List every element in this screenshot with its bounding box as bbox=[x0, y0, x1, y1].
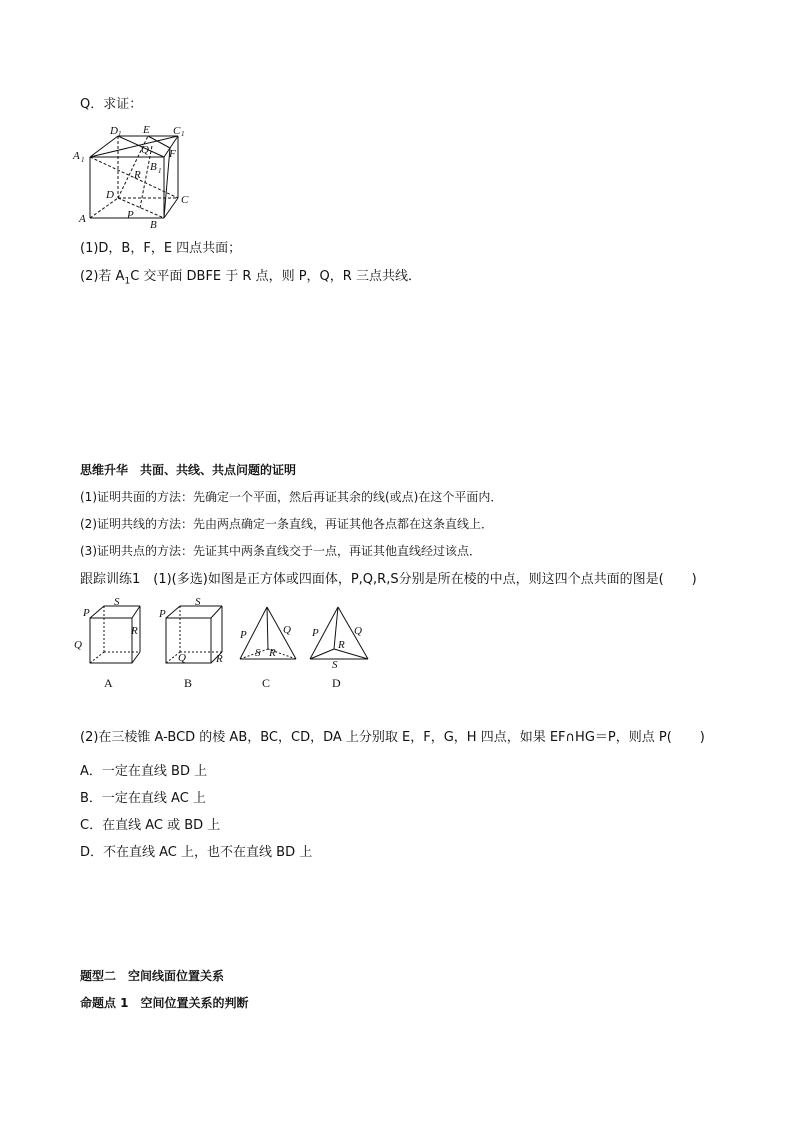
figure-c bbox=[236, 603, 302, 669]
label-a: A bbox=[79, 213, 86, 225]
label-d: D bbox=[106, 189, 114, 201]
fig-a-r: R bbox=[131, 625, 138, 637]
label-c1: C bbox=[173, 125, 181, 137]
fig-a-p: P bbox=[83, 607, 90, 619]
fig-b-s: S bbox=[195, 597, 201, 608]
fig-a-caption: A bbox=[104, 676, 113, 690]
fig-c-q: Q bbox=[283, 624, 291, 636]
option-a: A．一定在直线 BD 上 bbox=[80, 764, 208, 779]
training-q2-text: (2)在三棱锥 A-BCD 的棱 AB，BC，CD，DA 上分别取 E，F，G，H 四点，如果 EF∩HG＝P，则点 P( bbox=[80, 730, 672, 745]
label-q: Q bbox=[141, 144, 149, 156]
label-c: C bbox=[181, 194, 189, 206]
fig-c-s: S bbox=[255, 647, 261, 659]
label-r: R bbox=[134, 169, 141, 181]
fig-d-caption: D bbox=[332, 676, 341, 690]
label-d1: D bbox=[110, 125, 118, 137]
label-a1: A bbox=[73, 150, 80, 162]
label-p: P bbox=[127, 209, 134, 221]
figure-a bbox=[72, 597, 144, 669]
fig-d-q: Q bbox=[354, 625, 362, 637]
summary-item-1: (1)证明共面的方法：先确定一个平面，然后再证其余的线(或点)在这个平面内． bbox=[80, 490, 503, 504]
figure-b bbox=[158, 597, 230, 669]
fig-c-r: R bbox=[269, 647, 276, 659]
fig-b-r: R bbox=[216, 653, 223, 665]
label-b1: B bbox=[150, 161, 157, 173]
fig-d-r: R bbox=[338, 639, 345, 651]
subsection-title: 命题点 1 空间位置关系的判断 bbox=[80, 996, 249, 1010]
training-q2 bbox=[80, 729, 705, 747]
label-d1-sub: 1 bbox=[118, 130, 122, 138]
label-e: E bbox=[143, 124, 150, 136]
part-2 bbox=[80, 268, 421, 291]
training-q2-close: ) bbox=[699, 730, 705, 745]
label-c1-sub: 1 bbox=[181, 130, 185, 138]
part-2-sub: 1 bbox=[124, 276, 131, 287]
summary-title: 思维升华 共面、共线、共点问题的证明 bbox=[80, 463, 297, 477]
label-f: F bbox=[169, 148, 176, 160]
summary-item-2: (2)证明共线的方法：先由两点确定一条直线，再证其他各点都在这条直线上． bbox=[80, 517, 494, 531]
fig-b-q: Q bbox=[178, 652, 186, 664]
fig-a-q: Q bbox=[74, 639, 82, 651]
training-q1-close: ) bbox=[691, 572, 697, 587]
training-q1-text: 跟踪训练1 (1)(多选)如图是正方体或四面体，P,Q,R,S分别是所在棱的中点，则这四个点共面的图是( bbox=[80, 572, 664, 587]
intro-line: Q．求证： bbox=[80, 97, 143, 112]
fig-b-p: P bbox=[159, 608, 166, 620]
label-a1-sub: 1 bbox=[81, 156, 85, 164]
fig-d-s: S bbox=[332, 659, 338, 669]
part-2-suffix: C 交平面 DBFE 于 R 点，则 P，Q，R 三点共线． bbox=[130, 269, 421, 284]
label-b: B bbox=[150, 219, 157, 228]
fig-b-caption: B bbox=[184, 676, 193, 690]
fig-c-p: P bbox=[240, 629, 247, 641]
section-title: 题型二 空间线面位置关系 bbox=[80, 969, 225, 983]
part-1: (1)D，B，F，E 四点共面； bbox=[80, 241, 242, 256]
training-q1 bbox=[80, 571, 697, 589]
figure-d bbox=[306, 603, 372, 669]
option-b: B．一定在直线 AC 上 bbox=[80, 791, 206, 806]
fig-a-s: S bbox=[114, 597, 120, 608]
part-2-prefix: (2)若 A bbox=[80, 269, 125, 284]
label-b1-sub: 1 bbox=[158, 167, 162, 175]
cube-figure bbox=[70, 122, 200, 228]
option-d: D．不在直线 AC 上，也不在直线 BD 上 bbox=[80, 845, 313, 860]
fig-d-p: P bbox=[312, 627, 319, 639]
summary-item-3: (3)证明共点的方法：先证其中两条直线交于一点，再证其他直线经过该点． bbox=[80, 544, 482, 558]
fig-c-caption: C bbox=[262, 676, 271, 690]
option-c: C．在直线 AC 或 BD 上 bbox=[80, 818, 221, 833]
